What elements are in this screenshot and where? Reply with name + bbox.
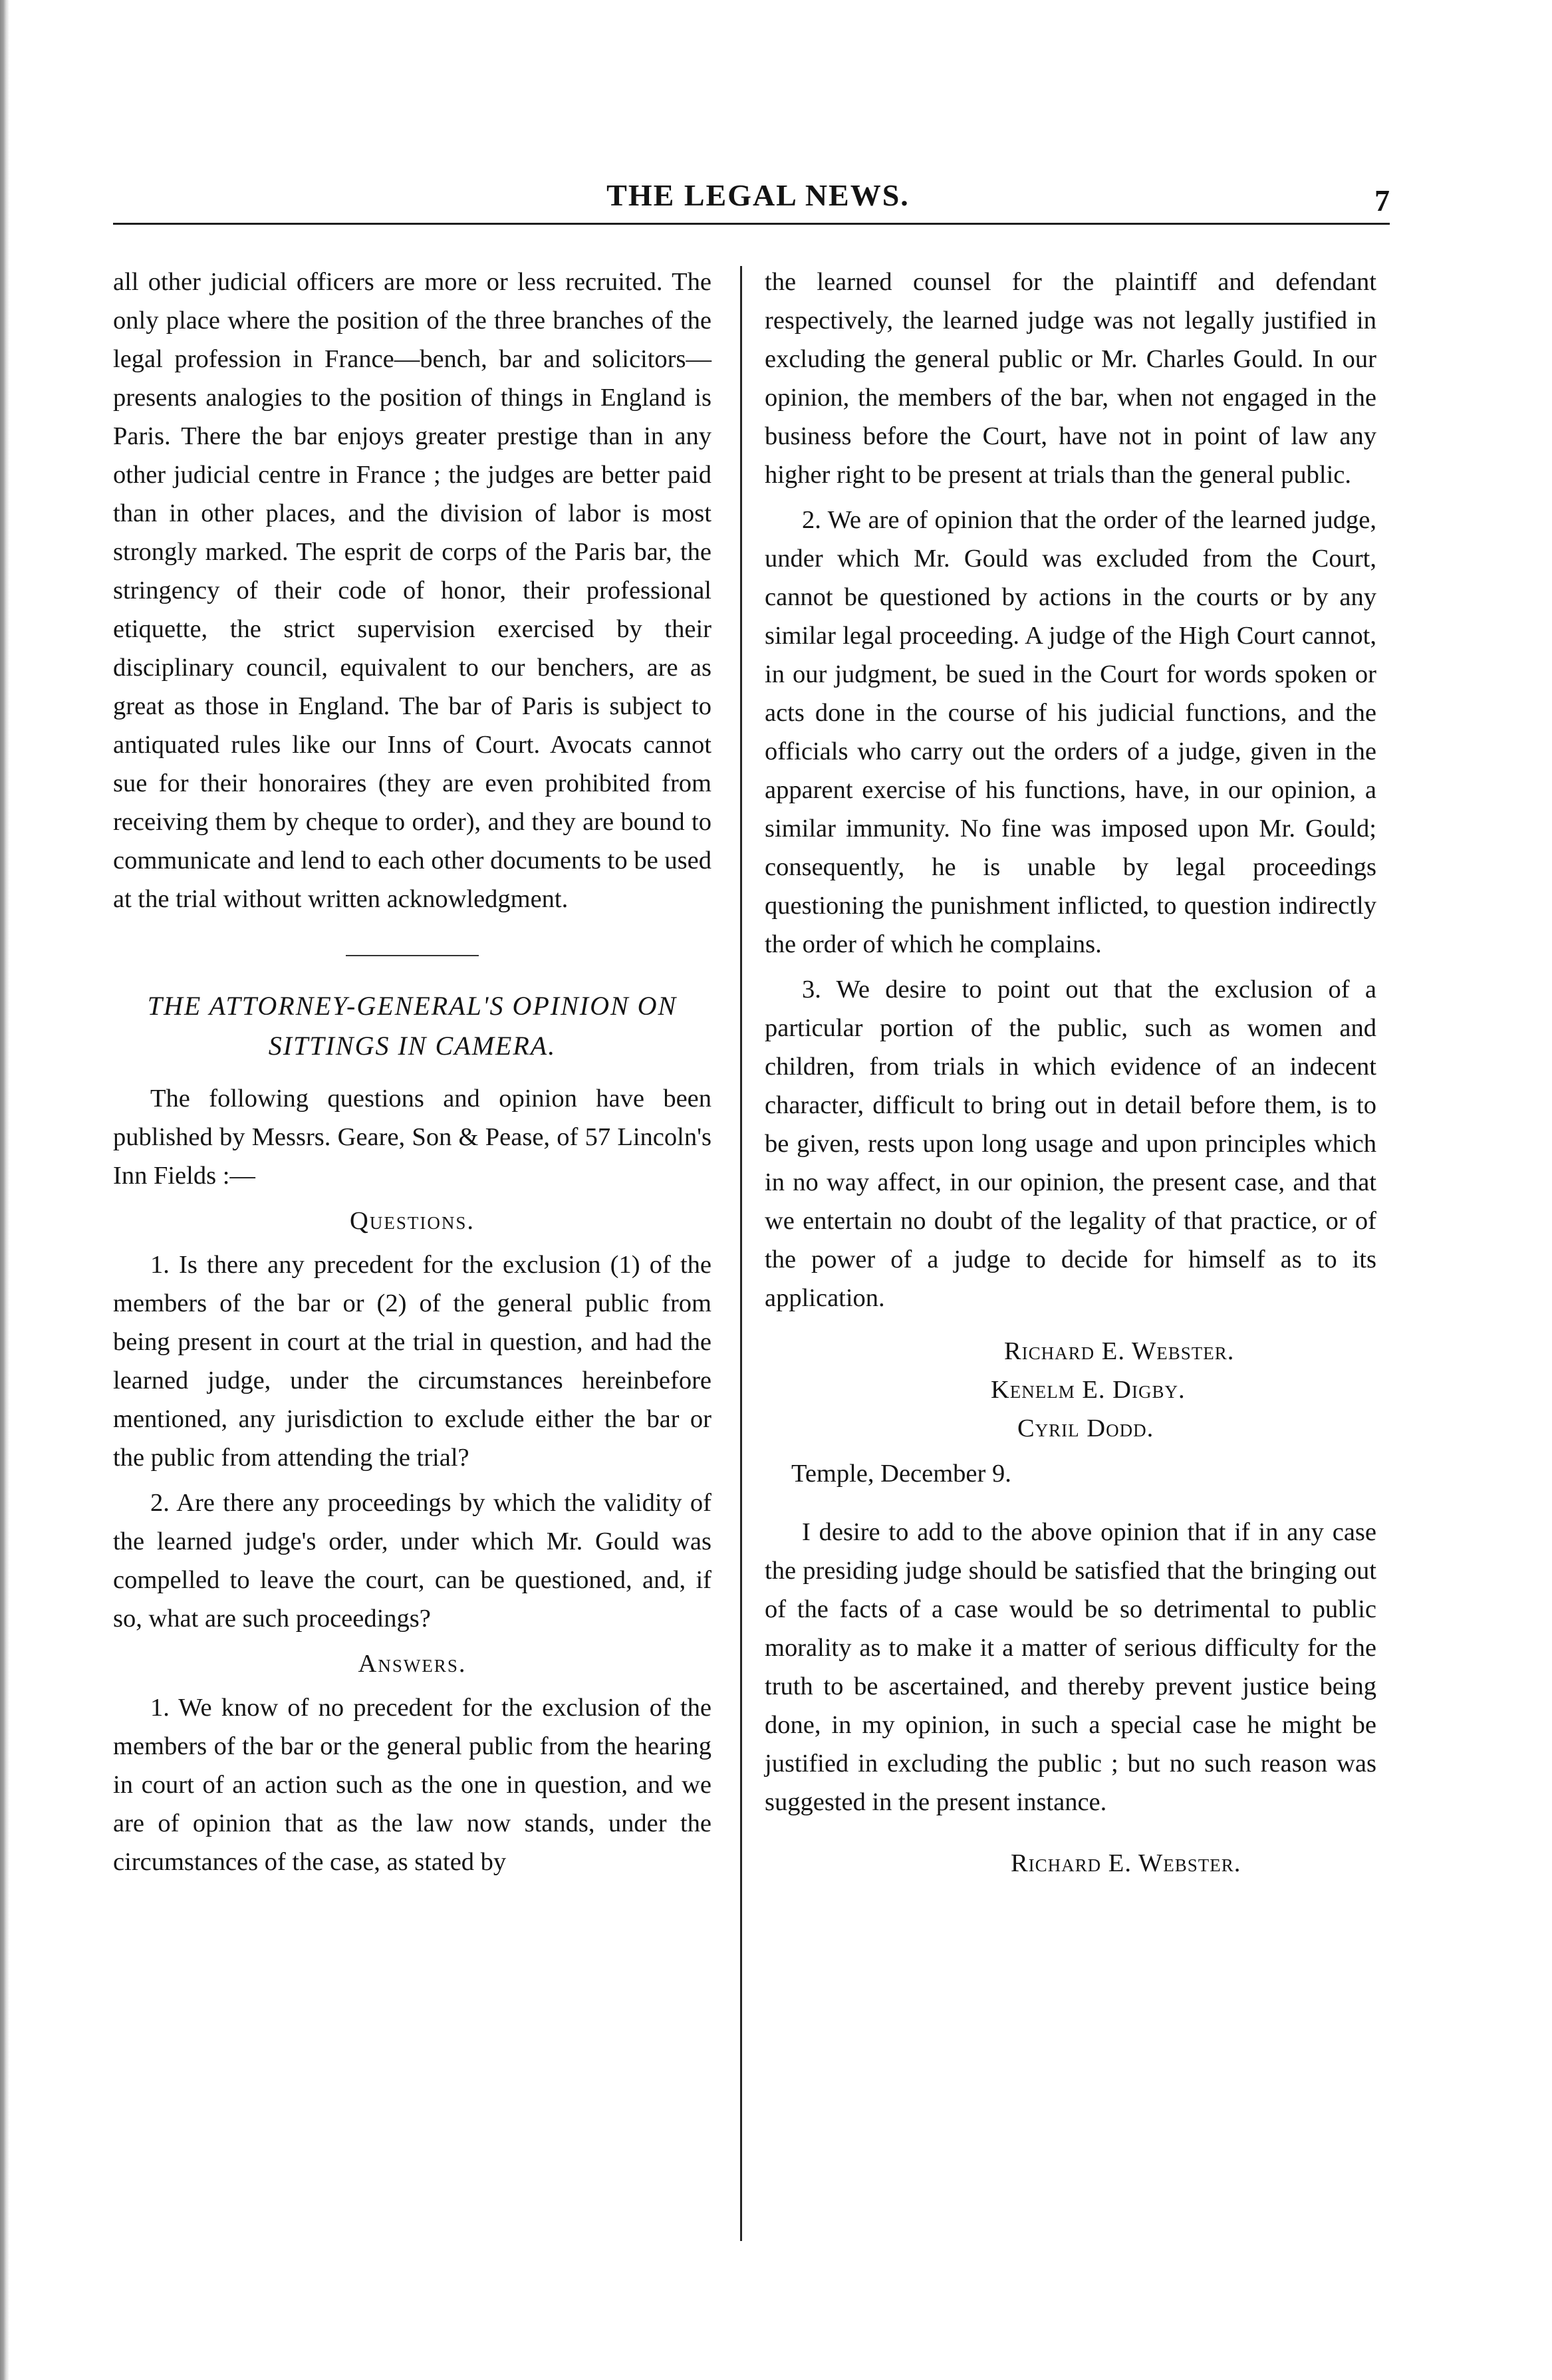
answer-1-start: 1. We know of no precedent for the exclusion of the members of the bar or the general public from the hearing in court of an action such as the one in question, and we are of opinion that as the law now stands, under the circumstances of the case, as stated by: [113, 1694, 711, 1876]
answer-3: 3. We desire to point out that the exclusion of a particular portion of the public, such as women and children, from trials in which evidence of an indecent character, difficult to bring out in detail before them, is to be given, rests upon long usage and upon principles which in no way affect, in our opinion, the present case, and that we entertain no doubt of the legality of that practice, or of the power of a judge to decide for himself as to its application.: [765, 976, 1376, 1312]
answers-heading: Answers.: [358, 1650, 467, 1678]
journal-title: THE LEGAL NEWS.: [606, 178, 910, 212]
answer-1-continued: the learned counsel for the plaintiff and defendant respectively, the learned judge was not legally justified in excluding the general public or Mr. Charles Gould. In our opinion, the members of the bar, when not engaged in the business before the Court, have not in point of law any higher right to be present at trials than the general public.: [765, 268, 1376, 489]
answer-2: 2. We are of opinion that the order of the learned judge, under which Mr. Gould was excluded from the Court, cannot be questioned by actions in the courts or by any similar legal proceeding. A judge of the High Court cannot, in our judgment, be sued in the Court for words spoken or acts done in the course of his judicial functions, and the officials who carry out the orders of a judge, given in the apparent exercise of his functions, have, in our opinion, a similar immunity. No fine was imposed upon Mr. Gould; consequently, he is unable by legal proceedings questioning the punishment inflicted, to question indirectly the order of which he complains.: [765, 506, 1376, 958]
final-signature: Richard E. Webster.: [1011, 1849, 1241, 1877]
article-title: THE ATTORNEY-GENERAL'S OPINION ON SITTINGS IN CAMERA.: [147, 991, 678, 1061]
page-number: 7: [1374, 184, 1390, 217]
question-2: 2. Are there any proceedings by which the validity of the learned judge's order, under which Mr. Gould was compelled to leave the court, can be questioned, and, if so, what are such proceedings?: [113, 1489, 711, 1633]
header-rule: [113, 223, 1390, 225]
article-intro: The following questions and opinion have been published by Messrs. Geare, Son & Pease, of 57 Lincoln's Inn Fields :—: [113, 1085, 711, 1190]
signatory-dodd: Cyril Dodd.: [1017, 1414, 1154, 1442]
left-column: [113, 263, 711, 1888]
column-divider: [740, 266, 742, 2241]
right-column: [765, 263, 1376, 1883]
addendum: I desire to add to the above opinion that if in any case the presiding judge should be satisfied that the bringing out of the facts of a case would be so detrimental to public morality as to make it a matter of serious difficulty for the truth to be ascertained, and thereby prevent justice being done, in my opinion, in such a special case he might be justified in excluding the public ; but no such reason was suggested in the present instance.: [765, 1518, 1376, 1816]
questions-heading: Questions.: [350, 1207, 475, 1235]
question-1: 1. Is there any precedent for the exclusion (1) of the members of the bar or (2) of the general public from being present in court at the trial in question, and had the learned judge, under the circumstances hereinbefore mentioned, any jurisdiction to exclude either the bar or the public from attending the trial?: [113, 1251, 711, 1472]
section-separator: [346, 955, 479, 956]
scan-binding-edge: [0, 0, 9, 2380]
signatory-digby: Kenelm E. Digby.: [991, 1376, 1186, 1404]
place-date: Temple, December 9.: [791, 1460, 1011, 1488]
signatory-webster: Richard E. Webster.: [1004, 1337, 1235, 1365]
intro-paragraph: all other judicial officers are more or less recruited. The only place where the position of the three branches of the legal profession in France—bench, bar and solicitors—presents analogies to the position of things in England is Paris. There the bar enjoys greater prestige than in any other judicial centre in France ; the judges are better paid than in other places, and the division of labor is most strongly marked. The esprit de corps of the Paris bar, the stringency of their code of honor, their professional etiquette, the strict supervision exercised by their disciplinary council, equivalent to our benchers, are as great as those in England. The bar of Paris is subject to antiquated rules like our Inns of Court. Avocats cannot sue for their honoraires (they are even prohibited from receiving them by cheque to order), and they are bound to communicate and lend to each other documents to be used at the trial without written acknowledgment.: [113, 268, 711, 913]
running-head: [113, 170, 1403, 223]
